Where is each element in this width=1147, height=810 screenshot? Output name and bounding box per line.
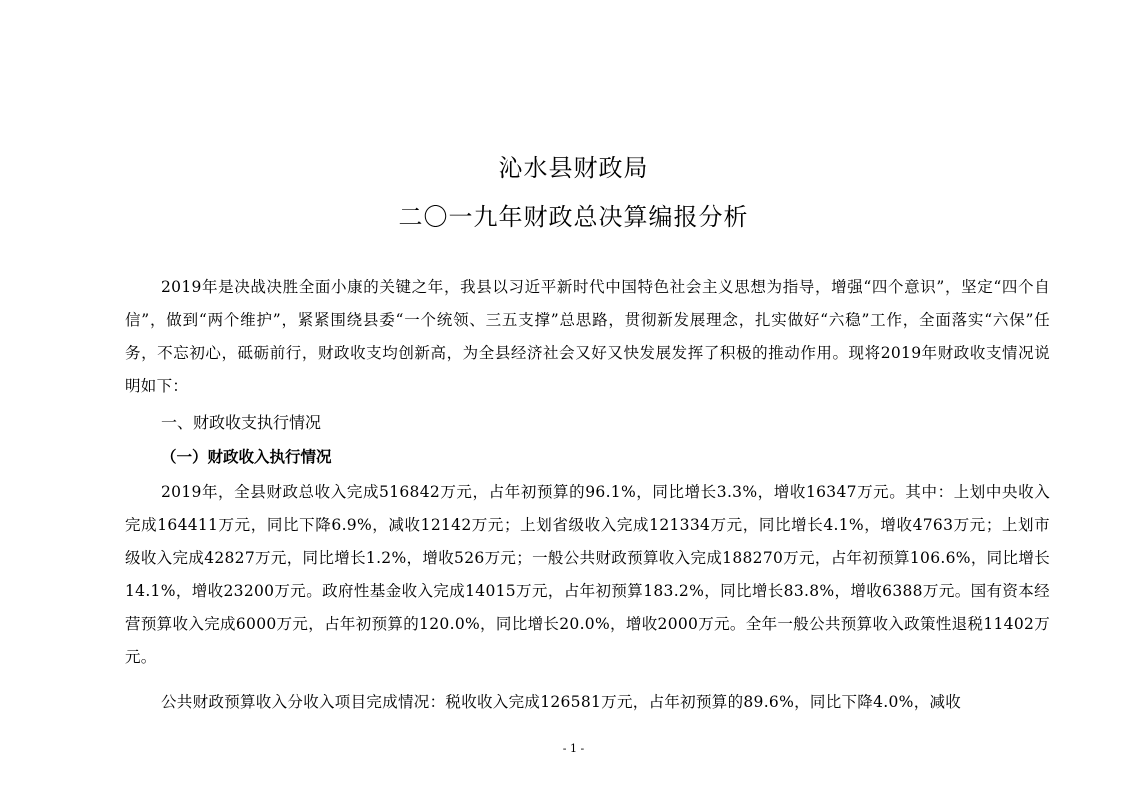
revenue-paragraph: 2019年，全县财政总收入完成516842万元，占年初预算的96.1%，同比增长3.3%，增收16347万元。其中：上划中央收入完成164411万元，同比下降6.9%，减收12142万元；上划省级收入完成121334万元，同比增长4.1%，增收4763万元；上划市级收入完成42827万元，同比增长1.2%，增收526万元；一般公共财政预算收入完成188270万元，占年初预算106.6%，同比增长14.1%，增收23200万元。政府性基金收入完成14015万元，占年初预算183.2%，同比增长83.8%，增收6388万元。国有资本经营预算收入完成6000万元，占年初预算的120.0%，同比增长20.0%，增收2000万元。全年一般公共预算收入政策性退税11402万元。 [125,483,1050,666]
org-title: 沁水县财政局 [498,154,649,182]
tax-paragraph: 公共财政预算收入分收入项目完成情况：税收收入完成126581万元，占年初预算的89.6%，同比下降4.0%，减收 [161,693,962,711]
intro-paragraph: 2019年是决战决胜全面小康的关键之年，我县以习近平新时代中国特色社会主义思想为指导，增强“四个意识”，坚定“四个自信”，做到“两个维护”，紧紧围绕县委“一个统领、三五支撑”总思路，贯彻新发展理念，扎实做好“六稳”工作，全面落实“六保”任务，不忘初心，砥砺前行，财政收支均创新高，为全县经济社会又好又快发展发挥了积极的推动作用。现将2019年财政收支情况说明如下： [125,278,1050,395]
report-title: 二〇一九年财政总决算编报分析 [398,203,749,231]
section-heading: 一、财政收支执行情况 [161,413,322,432]
subsection-heading: （一）财政收入执行情况 [161,447,332,466]
page-number: - 1 - [562,742,585,755]
